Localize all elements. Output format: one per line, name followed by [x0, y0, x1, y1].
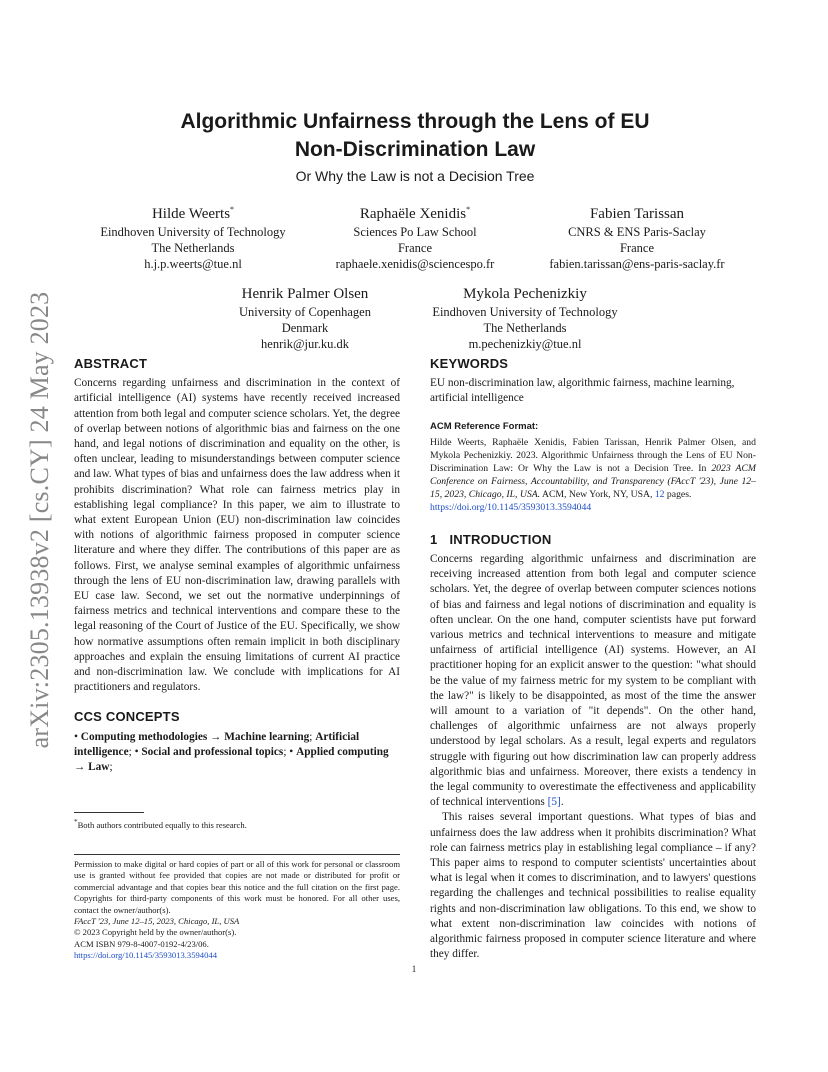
author-country: The Netherlands [483, 321, 567, 335]
abstract-heading: ABSTRACT [74, 356, 148, 371]
author-affiliation: CNRS & ENS Paris-Saclay [568, 225, 706, 239]
ccs-heading: CCS CONCEPTS [74, 709, 180, 725]
permission-copyright: © 2023 Copyright held by the owner/author(s). [74, 927, 237, 938]
arxiv-identifier-text: arXiv:2305.13938v2 [cs.CY] 24 May 2023 [25, 291, 54, 749]
author-email: h.j.p.weerts@tue.nl [144, 257, 242, 271]
author-block [190, 280, 420, 352]
ccs-concepts: • Computing methodologies → Machine learning; Artificial intelligence; • Social and professional topics; • Applied computing → Law; [74, 730, 389, 774]
author-block [78, 200, 308, 272]
keywords-text: EU non-discrimination law, algorithmic fairness, machine learning, artificial intelligence [430, 377, 735, 405]
author-name: Hilde Weerts* [151, 205, 235, 222]
footnote [74, 812, 400, 831]
intro-paragraph-2: This raises several important questions. What types of bias and unfairness does the law address when it prohibits discrimination? What role can fairness metrics play in establishing legal compliance – if any? This paper aims to respond to computer scientists' uncertainties about what is legal when it comes to discrimination, and to lawyers' questions regarding the challenges and technical possibilities to realise equality rights and non-discrimination law obligations. To this end, we show to what extent non-discrimination law coincides with notions of algorithmic fairness proposed in computer science literature and where they differ. [430, 811, 756, 961]
author-affiliation: Eindhoven University of Technology [100, 225, 286, 239]
permission-venue: FAccT '23, June 12–15, 2023, Chicago, IL, USA [74, 916, 240, 927]
abstract-text: Concerns regarding unfairness and discrimination in the context of artificial intelligence (AI) systems have recently received increased attention from both legal and computer science scholars. Yet, the degree of overlap between notions of algorithmic bias and fairness on the one hand, and legal notions of discrimination and equality on the other, is often unclear, leading to misunderstandings between computer science and law. What types of bias and unfairness does the law address when it prohibits discrimination? What role can fairness metrics play in establishing legal compliance? In this paper, we aim to illustrate to what extent European Union (EU) non-discrimination law coincides with notions of algorithmic fairness proposed in computer science literature and where they differ. The contributions of this paper are as follows. First, we analyse seminal examples of algorithmic unfairness through the lens of EU non-discrimination law, drawing parallels with EU case law. Second, we set out the normative underpinnings of fairness metrics and technical interventions and compare these to the legal reasoning of the Court of Justice of the EU. Specifically, we show how normative assumptions often remain implicit in both disciplinary approaches and explain the ensuing limitations of current AI practice and non-discrimination law. We conclude with implications for AI practitioners and regulators. [74, 377, 400, 694]
author-affiliation: University of Copenhagen [239, 305, 371, 319]
acm-reference-doi-link[interactable]: https://doi.org/10.1145/3593013.3594044 [430, 501, 592, 513]
author-block [300, 200, 530, 272]
permission-text: Permission to make digital or hard copies of part or all of this work for personal or classroom use is granted without fee provided that copies are not made or distributed for profit or commercial advantage and that copies bear this notice and the full citation on the first page. Copyrights for third-party components of this work must be honored. For all other uses, contact the owner/author(s). [74, 859, 400, 915]
citation-link[interactable]: [5] [547, 796, 561, 809]
paper-subtitle: Or Why the Law is not a Decision Tree [295, 168, 535, 184]
intro-paragraph-1: Concerns regarding algorithmic unfairness and discrimination are receiving increased attention from both legal and computer science scholars. Yet, the degree of overlap between computer sciences notions of bias and fairness and legal notions of discrimination and equality is often unclear. On the one hand, computer scientists have put forward various metrics and technical interventions to measure and mitigate unfairness of artificial intelligence (AI) systems. However, an AI practitioner hoping for an explicit answer to the question: "what should be the value of my fairness metric for my system to be compliant with the law?" is likely to be disappointed, as most of the time the answer will amount to a variation of "it depends". On the other hand, challenges of algorithmic unfairness are not always properly understood by legal scholars. As a result, legal experts and regulators struggle with figuring out how discrimination law can properly address algorithmic bias and unfairness. Moreover, there exists a tendency in the legal community to overestimate the effectiveness and applicability of technical interventions [5]. [430, 553, 756, 809]
author-name: Henrik Palmer Olsen [241, 286, 369, 302]
keywords-heading: KEYWORDS [430, 356, 509, 371]
paper-title [120, 108, 710, 164]
introduction-heading: 1 INTRODUCTION [430, 531, 552, 547]
author-email: fabien.tarissan@ens-paris-saclay.fr [549, 257, 725, 271]
page-number: 1 [411, 964, 417, 974]
author-email: henrik@jur.ku.dk [261, 337, 349, 351]
author-name: Mykola Pechenizkiy [463, 286, 587, 302]
author-block [410, 280, 640, 352]
permission-doi-link[interactable]: https://doi.org/10.1145/3593013.3594044 [74, 950, 217, 961]
acm-reference-heading: ACM Reference Format: [430, 420, 539, 432]
author-country: France [397, 241, 432, 255]
author-affiliation: Sciences Po Law School [353, 225, 477, 239]
footnote-rule [74, 812, 144, 813]
author-affiliation: Eindhoven University of Technology [432, 305, 618, 319]
permission-isbn: ACM ISBN 979-8-4007-0192-4/23/06. [74, 938, 209, 949]
author-block [522, 200, 752, 272]
acm-reference-text: Hilde Weerts, Raphaële Xenidis, Fabien Tarissan, Henrik Palmer Olsen, and Mykola Pechenizkiy. 2023. Algorithmic Unfairness through the Lens of EU Non-Discrimination Law: Or Why the Law is not a Decision Tree. In 2023 ACM Conference on Fairness, Accountability, and Transparency (FAccT '23), June 12–15, 2023, Chicago, IL, USA. ACM, New York, NY, USA, 12 pages. https://doi.org/10.1145/3593013.3594044 [430, 436, 756, 513]
author-email: m.pechenizkiy@tue.nl [468, 337, 582, 351]
permission-rule [74, 854, 400, 855]
title-line-2: Non-Discrimination Law [294, 138, 536, 161]
author-name: Raphaële Xenidis* [359, 205, 471, 222]
permission-block [74, 854, 400, 962]
right-column [430, 356, 756, 963]
author-name: Fabien Tarissan [589, 206, 685, 222]
arxiv-identifier [14, 270, 66, 770]
left-column [74, 356, 400, 775]
footnote-text: *Both authors contributed equally to this research. [74, 818, 247, 830]
author-country: France [619, 241, 654, 255]
author-country: The Netherlands [151, 241, 235, 255]
author-email: raphaele.xenidis@sciencespo.fr [335, 257, 495, 271]
author-country: Denmark [281, 321, 329, 335]
title-line-1: Algorithmic Unfairness through the Lens of EU [180, 110, 650, 133]
